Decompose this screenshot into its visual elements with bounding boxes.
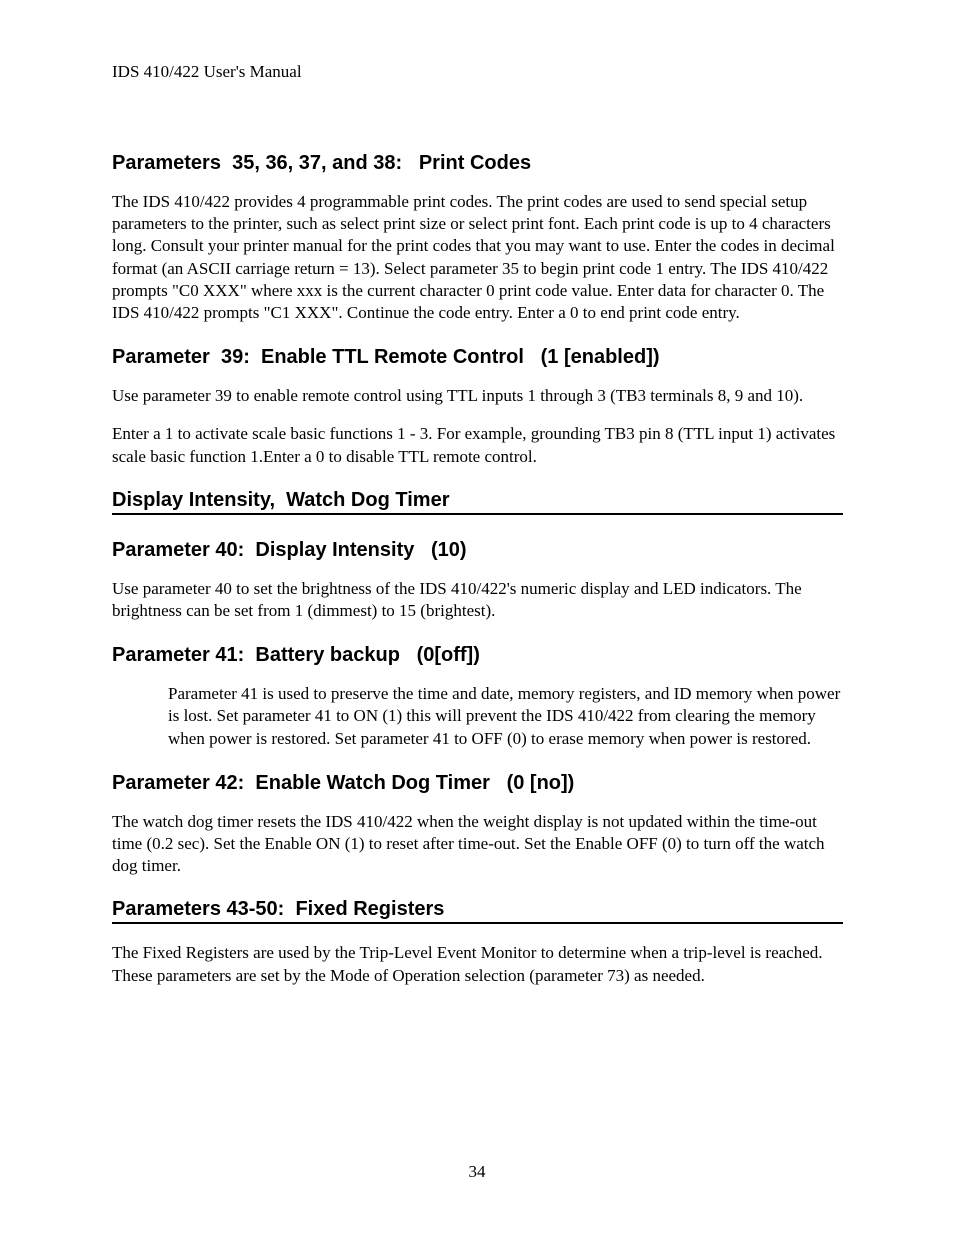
heading-watch-dog-timer: Parameter 42: Enable Watch Dog Timer (0 [no]) bbox=[112, 771, 575, 794]
heading-print-codes: Parameters 35, 36, 37, and 38: Print Codes bbox=[112, 152, 532, 174]
running-header: IDS 410/422 User's Manual bbox=[112, 62, 302, 81]
page-content bbox=[112, 150, 843, 987]
page-number: 34 bbox=[468, 1162, 486, 1181]
paragraph-display-intensity: Use parameter 40 to set the brightness of the IDS 410/422's numeric display and LED indicators. The brightness can be set from 1 (dimmest) to 15 (brightest). bbox=[112, 578, 802, 621]
heading-battery-backup: Parameter 41: Battery backup (0[off]) bbox=[112, 644, 480, 667]
paragraph-watch-dog-timer: The watch dog timer resets the IDS 410/422 when the weight display is not updated within the time-out time (0.2 sec). Set the Enable ON (1) to reset after time-out. Set the Enable OFF (0) to turn off the watch dog timer. bbox=[112, 811, 825, 876]
paragraph-battery-backup: Parameter 41 is used to preserve the time and date, memory registers, and ID memory when power is lost. Set parameter 41 to ON (1) this will prevent the IDS 410/422 from clearing the memory when power is restored. Set parameter 41 to OFF (0) to erase memory when power is restored. bbox=[168, 684, 841, 748]
paragraph-ttl-remote-1: Use parameter 39 to enable remote control using TTL inputs 1 through 3 (TB3 terminals 8, 9 and 10). bbox=[112, 386, 804, 406]
paragraph-fixed-registers: The Fixed Registers are used by the Trip-Level Event Monitor to determine when a trip-level is reached. These parameters are set by the Mode of Operation selection (parameter 73) as needed. bbox=[112, 943, 823, 985]
heading-ttl-remote: Parameter 39: Enable TTL Remote Control (1 [enabled]) bbox=[112, 346, 660, 369]
section-heading-display-watchdog: Display Intensity, Watch Dog Timer bbox=[112, 488, 843, 515]
section-heading-fixed-registers: Parameters 43-50: Fixed Registers bbox=[112, 897, 843, 924]
heading-display-intensity: Parameter 40: Display Intensity (10) bbox=[112, 538, 467, 561]
paragraph-ttl-remote-2: Enter a 1 to activate scale basic functions 1 - 3. For example, grounding TB3 pin 8 (TTL input 1) activates scale basic function 1.Enter a 0 to disable TTL remote control. bbox=[112, 424, 836, 466]
paragraph-print-codes: The IDS 410/422 provides 4 programmable print codes. The print codes are used to send special setup parameters to the printer, such as select print size or select print font. Each print code is up to 4 characters long. Consult your printer manual for the print codes that you may want to use. Enter the codes in decimal format (an ASCII carriage return = 13). Select parameter 35 to begin print code 1 entry. The IDS 410/422 prompts "C0 XXX" where xxx is the current character 0 print code value. Enter data for character 0. The IDS 410/422 prompts "C1 XXX". Continue the code entry. Enter a 0 to end print code entry. bbox=[112, 192, 835, 323]
